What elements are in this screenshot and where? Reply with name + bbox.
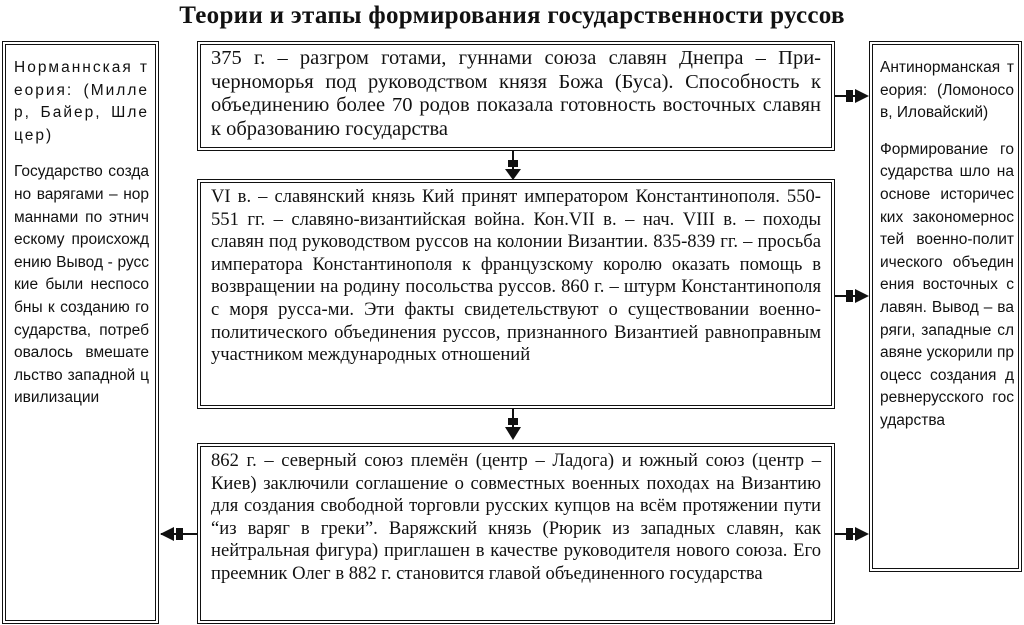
arrow-left-icon (160, 527, 174, 541)
connector-top-to-middle (505, 151, 521, 180)
stage-375-box: 375 г. – разгром готами, гуннами союза славян Днепра – При-черноморья под руководством князя Божа (Буса). Способность к объединению более 70 родов показала готовность восточных славян к образованию государства (200, 44, 832, 148)
antinormanist-theory-heading: Антинорманская теория: (Ломоносов, Иловайский) (880, 59, 1014, 122)
antinormanist-theory-text: Формирование государства шло на основе исторических закономерностей военно-политического объединения восточных славян. Вывод – варяги, западные славяне ускорили процесс создания древнерусского государства (880, 140, 1014, 429)
stage-862-box: 862 г. – северный союз племён (центр – Ладога) и южный союз (центр – Киев) заключили соглашение о совместных военных походах на Византию для создания свободной торговли русских купцов на всём протяжении пути “из варяг в греки”. Варяжский князь (Рюрик из западных славян, как нейтральная фигура) приглашен в качестве руководителя нового союза. Его преемник Олег в 882 г. становится главой объединенного государства (200, 446, 832, 621)
arrow-right-icon (855, 527, 869, 541)
connector-bottom-to-left (160, 527, 197, 541)
antinormanist-theory-box (872, 44, 1019, 569)
arrow-right-icon (855, 289, 869, 303)
arrow-down-icon (505, 169, 521, 180)
arrow-down-icon (505, 427, 521, 440)
normanist-theory-heading: Норманнская теория: (Миллер, Байер, Шлецер) (14, 59, 149, 144)
normanist-theory-text: Государство создано варягами – норманнами по этническому происхождению Вывод - русские были неспособны к созданию государства, потребовалось вмешательство западной цивилизации (14, 163, 149, 407)
normanist-theory-box (5, 44, 156, 621)
connector-middle-to-right (835, 289, 869, 303)
diagram-title: Теории и этапы формирования государственности руссов (179, 2, 845, 29)
arrow-right-icon (855, 89, 869, 103)
stage-6-9-century-box: VI в. – славянский князь Кий принят императором Константинополя. 550-551 гг. – славяно-византийская война. Кон.VII в. – нач. VIII в. – походы славян под руководством руссов на колонии Византии. 835-839 гг. – просьба императора Константинополя к французскому королю оказать помощь в возвращении на родину посольства руссов. 860 г. – штурм Константинополя с моря русса-ми. Эти факты свидетельствуют о существовании военно-политического объединения руссов, признанного Византией равноправным участником международных отношений (200, 182, 832, 406)
connector-middle-to-bottom (505, 409, 521, 440)
connector-top-to-right (835, 89, 869, 103)
connector-bottom-to-right (835, 527, 869, 541)
